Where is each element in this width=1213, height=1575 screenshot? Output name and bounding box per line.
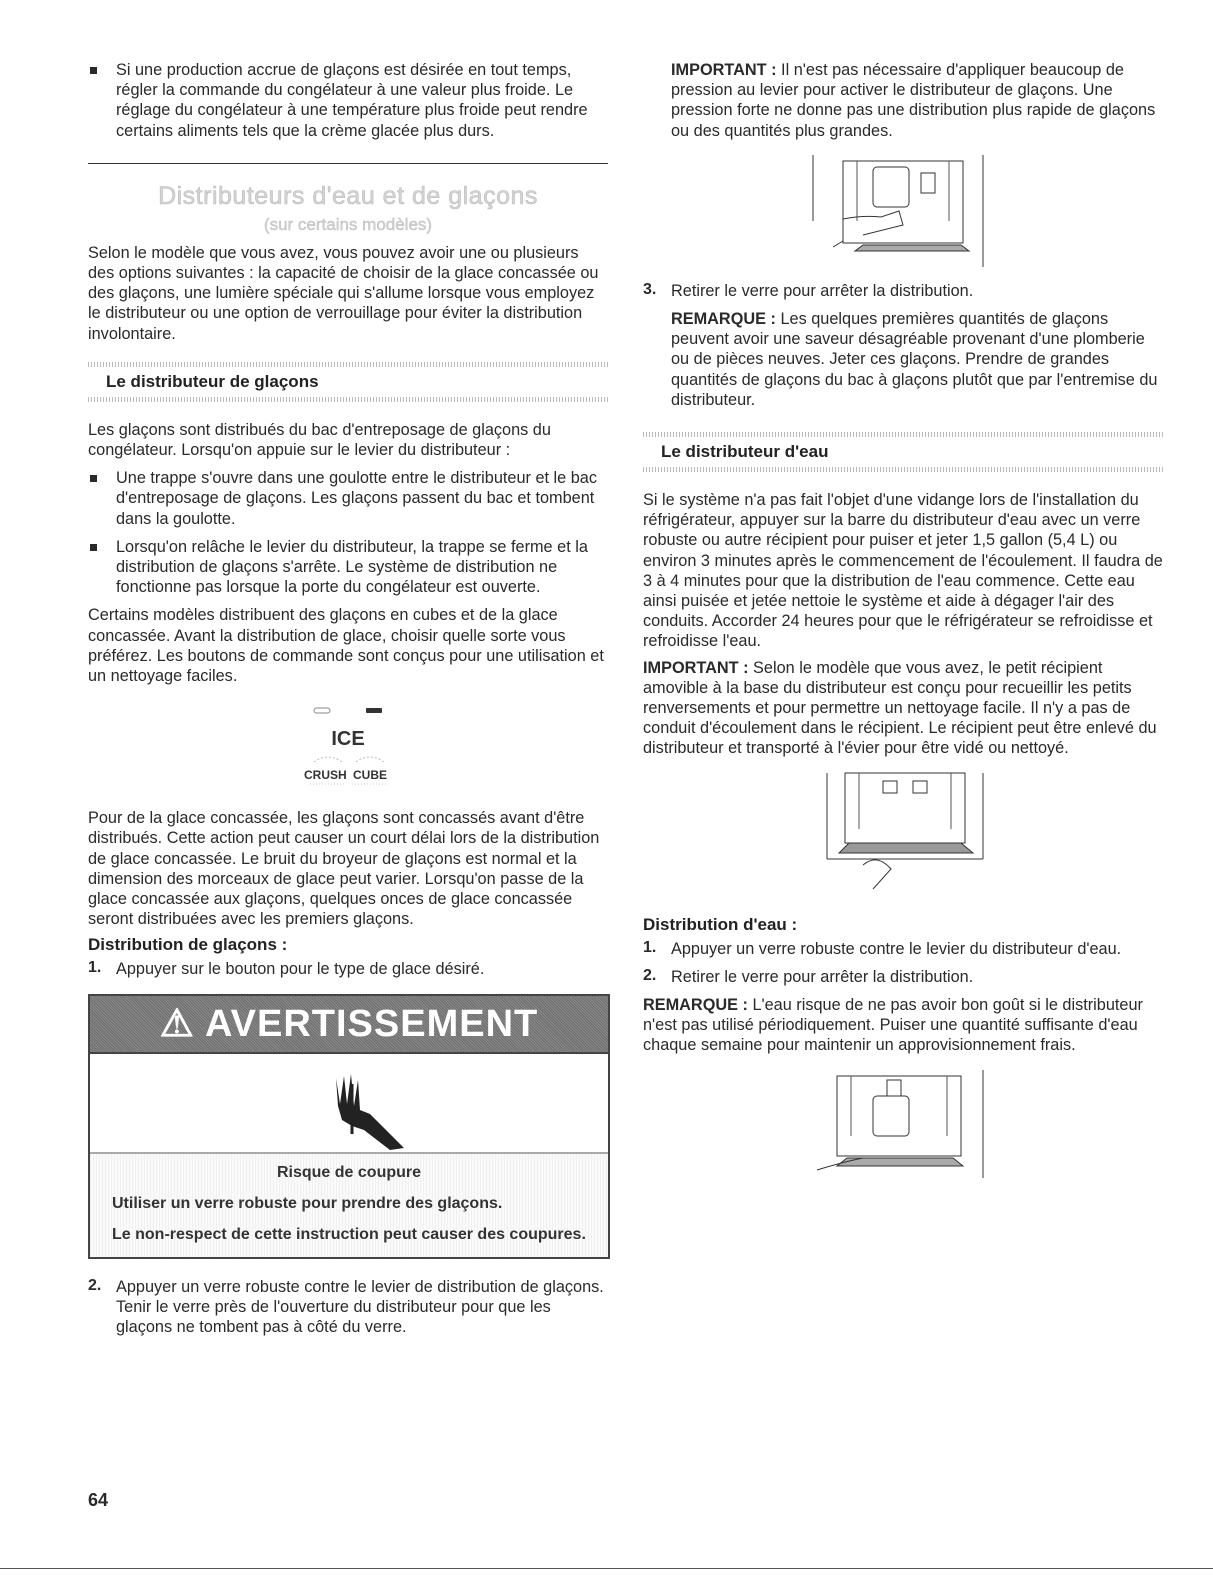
important-note: IMPORTANT : Il n'est pas nécessaire d'appliquer beaucoup de pression au levier pour activer le distributeur de glaçons. Une pression forte ne donne pas une distribution plus rapide de glaçons ou des quantités plus grandes.	[671, 61, 1156, 140]
water-step-2: 2. Retirer le verre pour arrêter la distribution.	[643, 966, 974, 986]
ice-dispensing-heading: Distribution de glaçons :	[88, 935, 288, 955]
left-column	[88, 60, 608, 1345]
ice-paragraph-2: Certains modèles distribuent des glaçons en cubes et de la glace concassée. Avant la distribution de glace, choisir quelle sorte vous préférez. Les boutons de commande sont conçus pour une utilisation et un nettoyage faciles.	[88, 606, 604, 686]
warning-box	[88, 994, 610, 1259]
water-step-1: 1. Appuyer un verre robuste contre le levier du distributeur d'eau.	[643, 938, 1122, 958]
water-dispensing-heading: Distribution d'eau :	[643, 914, 798, 934]
cut-hand-icon	[90, 1054, 608, 1154]
water-important: IMPORTANT : Selon le modèle que vous avez, le petit récipient amovible à la base du distributeur est conçu pour recueillir les petits renversements et pour permettre un nettoyage facile. Il n'y a pas de conduit d'écoulement dans le récipient. Le récipient peut être enlevé du distributeur et transporté à l'évier pour être vidé ou nettoyé.	[643, 658, 1157, 758]
ice-bullet-1: Une trappe s'ouvre dans une goulotte entre le distributeur et le bac d'entreposage de glaçons. Les glaçons passent du bac et tombent dans la goulotte.	[88, 468, 608, 529]
warning-line-2: Le non-respect de cette instruction peut causer des coupures.	[112, 1225, 586, 1243]
crush-button[interactable]: CRUSH	[304, 768, 347, 783]
warning-title: Risque de coupure	[276, 1163, 422, 1181]
section-title: Distributeurs d'eau et de glaçons	[158, 181, 538, 210]
section-intro: Selon le modèle que vous avez, vous pouvez avoir une ou plusieurs des options suivantes : la capacité de choisir de la glace concassée ou des glaçons, une lumière spéciale qui s'allume lorsque vous employez le distributeur ou une option de verrouillage pour éviter la distribution involontaire.	[88, 243, 599, 343]
ice-remark: REMARQUE : Les quelques premières quantités de glaçons peuvent avoir une saveur désagréable provenant d'une plomberie ou de pièces neuves. Jeter ces glaçons. Prendre de grandes quantités de glaçons du bac à glaçons plutôt que par l'entremise du distributeur.	[671, 310, 1158, 409]
water-remark: REMARQUE : L'eau risque de ne pas avoir bon goût si le distributeur n'est pas utilisé périodiquement. Puiser une quantité suffisante d'eau chaque semaine pour maintenir un approvisionnement frais.	[643, 996, 1143, 1055]
section-divider	[88, 163, 608, 164]
ice-paragraph-3: Pour de la glace concassée, les glaçons sont concassés avant d'être distribués. Cette action peut causer un court délai lors de la distribution de glace concassée. Le bruit du broyeur de glaçons est normal et la dimension des morceaux de glace peut varier. Lorsqu'on passe de la glace concassée aux glaçons, quelques onces de glace concassée seront distribuées avec les premiers glaçons.	[88, 809, 600, 929]
cube-button[interactable]: CUBE	[353, 768, 388, 783]
ice-control-panel	[88, 700, 608, 792]
ice-step-2: 2. Appuyer un verre robuste contre le levier de distribution de glaçons. Tenir le verre près de l'ouverture du distributeur pour que les glaçons ne tombent pas à côté du verre.	[88, 1276, 604, 1337]
ice-step-3: 3. Retirer le verre pour arrêter la distribution.	[643, 280, 974, 300]
ice-dispenser-illustration	[803, 151, 1003, 271]
intro-bullet: Si une production accrue de glaçons est désirée en tout temps, régler la commande du congélateur à une valeur plus froide. Le réglage du congélateur à une température plus froide peut rendre certains aliments tels que la crème glacée plus durs.	[88, 60, 608, 141]
water-dispenser-illustration	[803, 1066, 1003, 1182]
ice-paragraph-1: Les glaçons sont distribués du bac d'entreposage de glaçons du congélateur. Lorsqu'on appuie sur le levier du distributeur :	[88, 420, 551, 460]
ice-label: ICE	[331, 728, 365, 751]
warning-header: ⚠ AVERTISSEMENT	[90, 996, 608, 1052]
water-paragraph-1: Si le système n'a pas fait l'objet d'une vidange lors de l'installation du réfrigérateur, appuyer sur la barre du distributeur d'eau avec un verre robuste ou autre récipient pour puiser et jeter 1,5 gallon (5,4 L) ou environ 3 minutes après le commencement de l'écoulement. Il faudra de 3 à 4 minutes pour que la distribution de l'eau commence. Cette eau ainsi puisée et jetée nettoie le système et aide à dégager l'air des conduits. Accorder 24 heures pour que le réfrigérateur se refroidisse et refroidisse l'eau.	[643, 491, 1163, 651]
warning-triangle-icon: ⚠	[159, 1002, 195, 1045]
water-dispenser-heading: Le distributeur d'eau	[643, 424, 1163, 480]
warning-line-1: Utiliser un verre robuste pour prendre des glaçons.	[112, 1194, 503, 1212]
ice-step-1: 1. Appuyer sur le bouton pour le type de glace désiré.	[88, 959, 485, 979]
ice-bullet-2: Lorsqu'on relâche le levier du distributeur, la trappe se ferme et la distribution de glaçons s'arrête. Le système de distribution ne fonctionne pas lorsque la porte du congélateur est ouverte.	[88, 537, 608, 598]
right-column	[643, 60, 1163, 1192]
drip-tray-illustration	[803, 769, 1003, 905]
bottom-rule	[0, 1568, 1213, 1569]
section-subtitle: (sur certains modèles)	[263, 214, 433, 234]
page-number: 64	[88, 1490, 109, 1510]
ice-dispenser-heading: Le distributeur de glaçons	[88, 354, 608, 410]
